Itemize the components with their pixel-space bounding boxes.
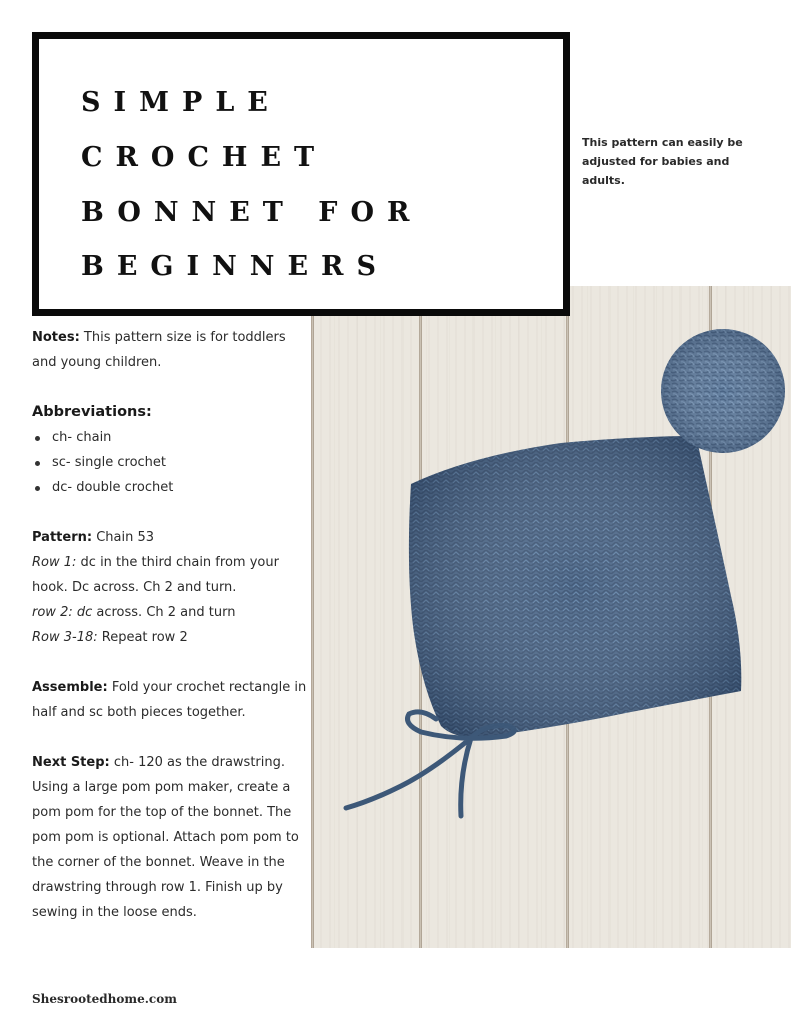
pattern-paragraph: Pattern: Chain 53 — [32, 530, 155, 545]
notes-label: Notes: — [32, 330, 80, 345]
pattern-row-3: Row 3-18: Repeat row 2 — [32, 630, 188, 645]
title-line-2: CROCHET — [81, 142, 328, 173]
assemble-paragraph: Assemble: Fold your crochet rectangle in half and sc both pieces together. — [32, 680, 307, 720]
title-line-4: BEGINNERS — [81, 251, 389, 282]
footer-website: Shesrootedhome.com — [32, 992, 177, 1006]
bonnet-illustration — [311, 286, 791, 948]
notes-text: This pattern size is for toddlers and young children. — [32, 330, 286, 370]
pattern-row-2: row 2: dc across. Ch 2 and turn — [32, 605, 236, 620]
title-line-3: BONNET FOR — [81, 197, 423, 228]
side-note: This pattern can easily be adjusted for babies and adults. — [582, 136, 743, 187]
title-box — [32, 32, 570, 316]
pattern-row-1: Row 1: dc in the third chain from your hook. Dc across. Ch 2 and turn. — [32, 555, 279, 595]
drawstring — [346, 712, 514, 816]
instructions-column — [32, 325, 307, 925]
list-item: sc- single crochet — [32, 450, 307, 475]
bullet-icon — [35, 486, 40, 491]
pattern-label: Pattern: — [32, 530, 93, 545]
bullet-icon — [35, 461, 40, 466]
bonnet-photo — [311, 286, 791, 948]
list-item: ch- chain — [32, 425, 307, 450]
abbreviations-list — [32, 425, 307, 500]
assemble-label: Assemble: — [32, 680, 108, 695]
abbreviations-heading: Abbreviations: — [32, 404, 152, 420]
next-step-label: Next Step: — [32, 755, 110, 770]
list-item: dc- double crochet — [32, 475, 307, 500]
title-line-1: SIMPLE — [81, 87, 281, 118]
next-step-paragraph: Next Step: ch- 120 as the drawstring. Using a large pom pom maker, create a pom pom for the top of the bonnet. The pom pom is optional. Attach pom pom to the corner of the bonnet. Weave in the drawstring through row 1. Finish up by sewing in the loose ends. — [32, 755, 299, 920]
bullet-icon — [35, 436, 40, 441]
notes-paragraph — [32, 325, 307, 375]
